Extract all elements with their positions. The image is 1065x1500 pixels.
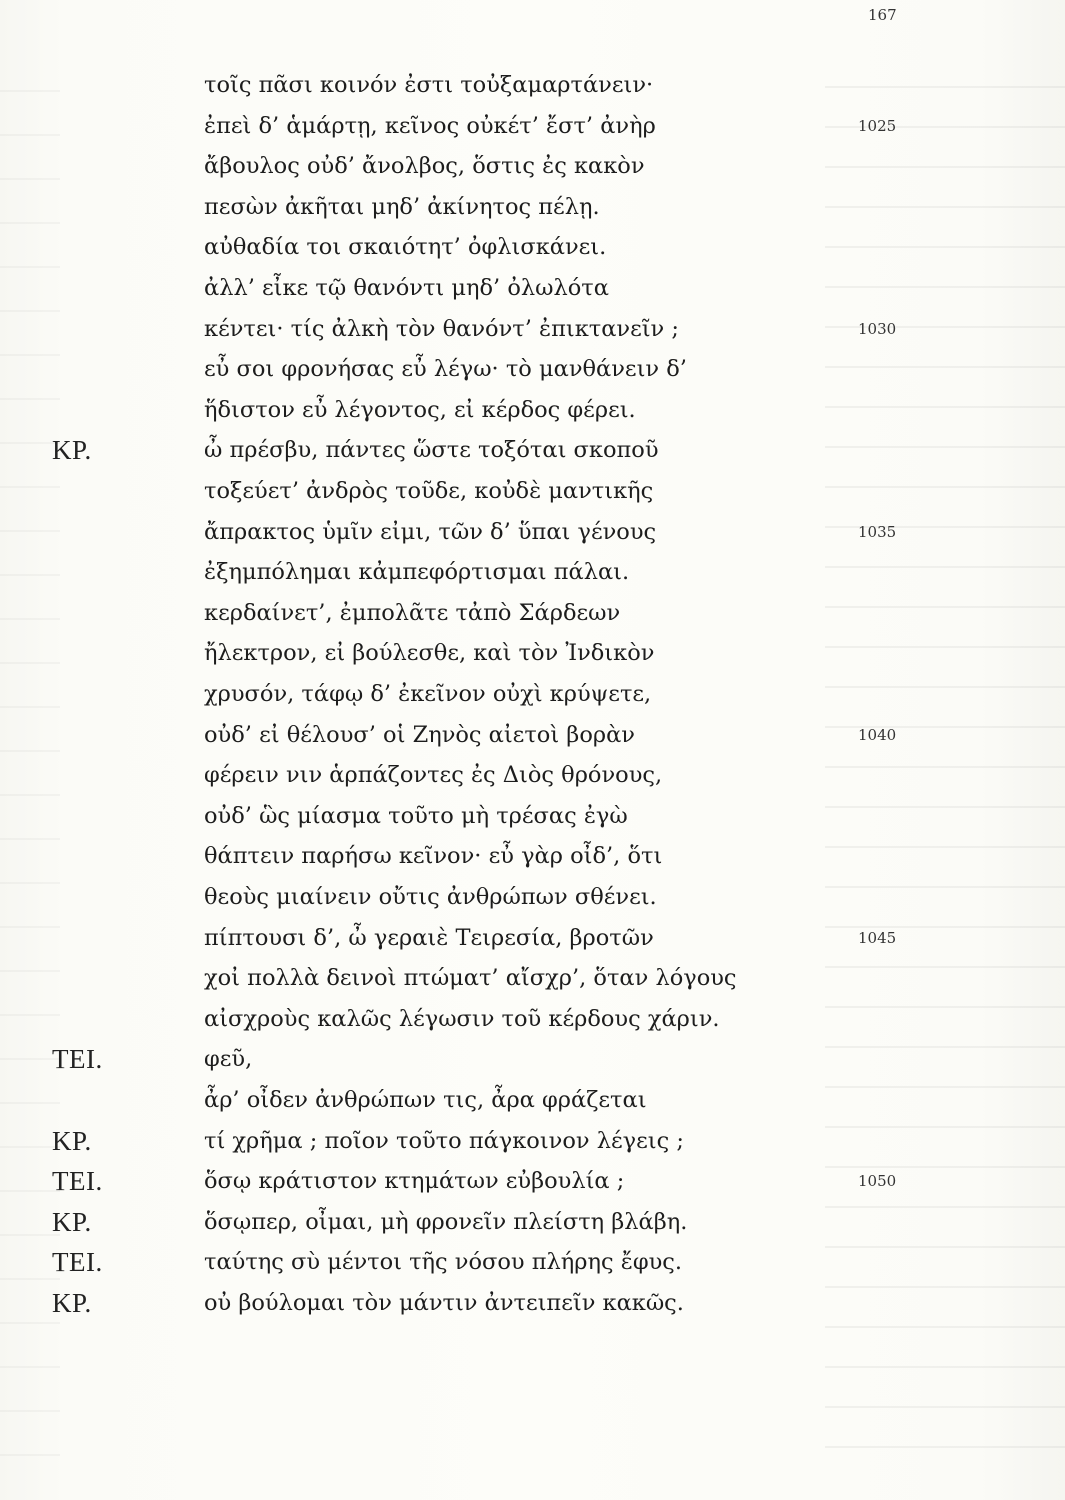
verse-text: ὅσῳ κράτιστον κτημάτων εὐβουλία ; [204, 1168, 625, 1195]
verse-text: φέρειν νιν ἁρπάζοντες ἐς Διὸς θρόνους, [204, 762, 663, 789]
verse-text: κέντει· τίς ἀλκὴ τὸν θανόντ’ ἐπικτανεῖν ; [204, 315, 679, 342]
verse-text: ἆρ’ οἶδεν ἀνθρώπων τις, ἆρα φράζεται [204, 1087, 647, 1113]
verse-text: οὐδ’ ὣς μίασμα τοῦτο μὴ τρέσας ἐγὼ [204, 802, 628, 829]
verse-text: ἐπεὶ δ’ ἁμάρτῃ, κεῖνος οὐκέτ’ ἔστ’ ἀνὴρ [204, 112, 656, 139]
verse-line [0, 919, 1065, 957]
verse-text: πίπτουσι δ’, ὦ γεραιὲ Τειρεσία, βροτῶν [204, 924, 654, 951]
verse-text: ὅσῳπερ, οἶμαι, μὴ φρονεῖν πλείστη βλάβη. [204, 1208, 688, 1235]
speaker-label: ΤΕΙ. [52, 1166, 103, 1197]
verse-text: πεσὼν ἀκῆται μηδ’ ἀκίνητος πέλῃ. [204, 193, 600, 220]
speaker-label: ΚΡ. [52, 1206, 92, 1237]
verse-line [0, 350, 1065, 388]
verse-line [0, 310, 1065, 348]
verse-text: χρυσόν, τάφῳ δ’ ἐκεῖνον οὐχὶ κρύψετε, [204, 681, 652, 707]
verse-text: εὖ σοι φρονήσας εὖ λέγω· τὸ μανθάνειν δ’ [204, 356, 687, 383]
verse-line [0, 716, 1065, 754]
verse-line [0, 1203, 1065, 1241]
line-number: 1035 [858, 522, 897, 541]
verse-line [0, 1122, 1065, 1160]
verse-text: φεῦ, [204, 1046, 253, 1073]
verse-text: ἄπρακτος ὑμῖν εἰμι, τῶν δ’ ὕπαι γένους [204, 518, 657, 545]
verse-line [0, 878, 1065, 916]
line-number: 1040 [858, 725, 897, 744]
verse-text: θάπτειν παρήσω κεῖνον· εὖ γὰρ οἶδ’, ὅτι [204, 843, 663, 870]
verse-text: χοἰ πολλὰ δεινοὶ πτώματ’ αἴσχρ’, ὅταν λόγους [204, 965, 737, 992]
verse-text: τί χρῆμα ; ποῖον τοῦτο πάγκοινον λέγεις ; [204, 1127, 684, 1154]
verse-line [0, 107, 1065, 145]
verse-text: ταύτης σὺ μέντοι τῆς νόσου πλήρης ἔφυς. [204, 1249, 683, 1276]
page-number: 167 [868, 6, 897, 24]
verse-line [0, 1284, 1065, 1322]
verse-text: ἥδιστον εὖ λέγοντος, εἰ κέρδος φέρει. [204, 396, 636, 423]
verse-line [0, 837, 1065, 875]
verse-line [0, 228, 1065, 266]
verse-text: κερδαίνετ’, ἐμπολᾶτε τἀπὸ Σάρδεων [204, 599, 621, 626]
verse-line [0, 391, 1065, 429]
verse-text: τοξεύετ’ ἀνδρὸς τοῦδε, κοὐδὲ μαντικῆς [204, 478, 654, 504]
verse-line [0, 1081, 1065, 1119]
verse-line [0, 675, 1065, 713]
verse-line [0, 1243, 1065, 1281]
verse-text: ἤλεκτρον, εἰ βούλεσθε, καὶ τὸν Ἰνδικὸν [204, 640, 655, 667]
verse-line [0, 594, 1065, 632]
verse-line [0, 553, 1065, 591]
verse-line [0, 797, 1065, 835]
line-number: 1030 [858, 319, 897, 338]
verse-text: οὐ βούλομαι τὸν μάντιν ἀντειπεῖν κακῶς. [204, 1290, 684, 1316]
verse-line [0, 147, 1065, 185]
verse-line [0, 472, 1065, 510]
verse-line [0, 634, 1065, 672]
verse-line [0, 1000, 1065, 1038]
verse-text: τοῖς πᾶσι κοινόν ἐστι τοὐξαμαρτάνειν· [204, 72, 654, 98]
verse-line [0, 269, 1065, 307]
verse-line [0, 756, 1065, 794]
verse-line [0, 188, 1065, 226]
verse-line [0, 431, 1065, 469]
verse-line [0, 1040, 1065, 1078]
speaker-label: ΚΡ. [52, 435, 92, 466]
verse-text: θεοὺς μιαίνειν οὔτις ἀνθρώπων σθένει. [204, 884, 657, 910]
verse-text: ὦ πρέσβυ, πάντες ὥστε τοξόται σκοποῦ [204, 437, 659, 464]
speaker-label: ΤΕΙ. [52, 1247, 103, 1278]
verse-line [0, 66, 1065, 104]
verse-line [0, 959, 1065, 997]
speaker-label: ΚΡ. [52, 1288, 92, 1318]
speaker-label: ΚΡ. [52, 1125, 92, 1156]
verse-text: ἄβουλος οὐδ’ ἄνολβος, ὅστις ἐς κακὸν [204, 153, 645, 180]
verse-text: αἰσχροὺς καλῶς λέγωσιν τοῦ κέρδους χάριν. [204, 1005, 720, 1032]
line-number: 1025 [858, 116, 897, 135]
verse-line [0, 1162, 1065, 1200]
line-number: 1045 [858, 928, 897, 947]
verse-text: αὐθαδία τοι σκαιότητ’ ὀφλισκάνει. [204, 234, 607, 261]
speaker-label: ΤΕΙ. [52, 1044, 103, 1075]
verse-text: οὐδ’ εἰ θέλουσ’ οἱ Ζηνὸς αἰετοὶ βορὰν [204, 721, 635, 748]
verse-text: ἐξημπόλημαι κἀμπεφόρτισμαι πάλαι. [204, 559, 630, 586]
line-number: 1050 [858, 1172, 897, 1191]
verse-line [0, 513, 1065, 551]
verse-text: ἀλλ’ εἶκε τῷ θανόντι μηδ’ ὀλωλότα [204, 275, 609, 301]
